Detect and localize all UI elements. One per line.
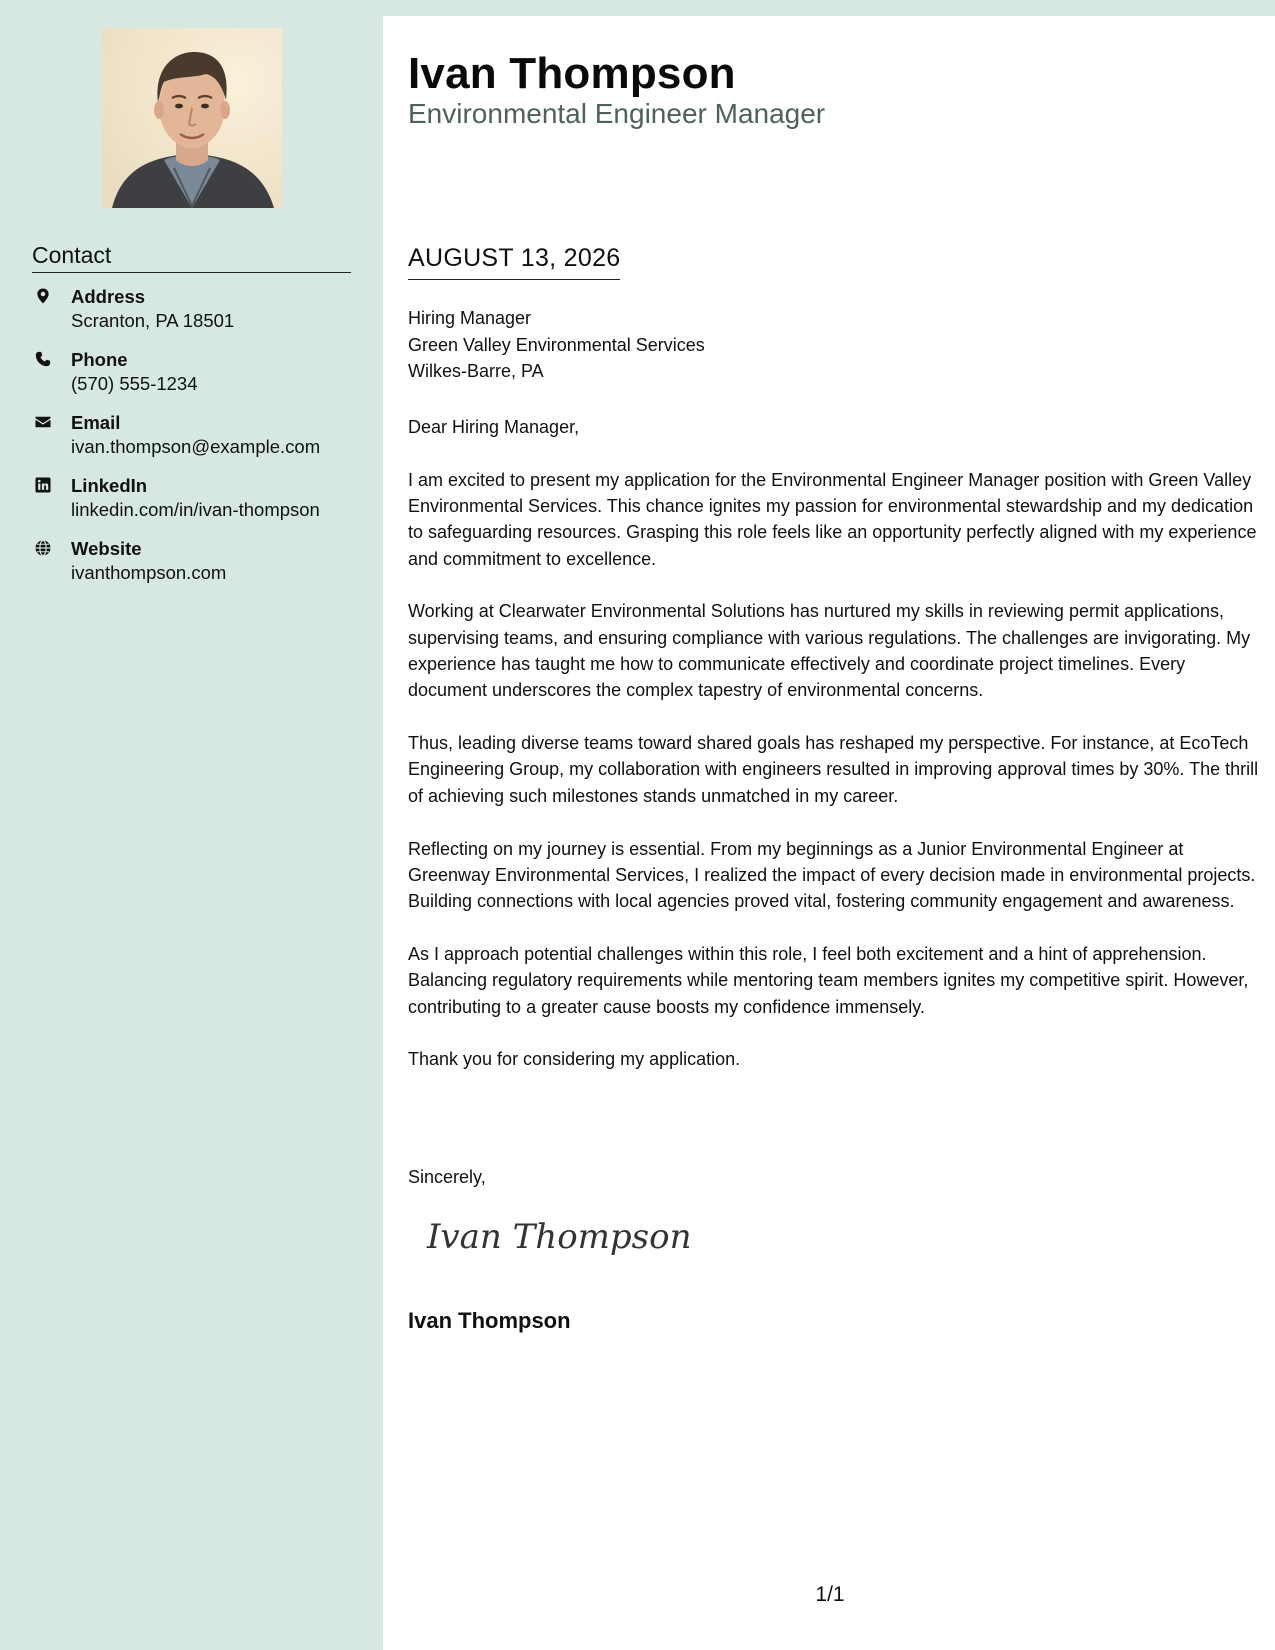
signer-name: Ivan Thompson xyxy=(408,1308,571,1333)
contact-list xyxy=(32,285,362,600)
salutation: Dear Hiring Manager, xyxy=(408,417,580,437)
contact-heading: Contact xyxy=(32,240,351,273)
recipient-line: Hiring Manager xyxy=(408,308,532,328)
letter-content xyxy=(408,414,1263,1099)
envelope-icon xyxy=(34,413,52,431)
contact-label-linkedin: LinkedIn xyxy=(71,475,148,496)
contact-label-phone: Phone xyxy=(71,349,128,370)
linkedin-value[interactable]: linkedin.com/in/ivan-thompson xyxy=(71,499,320,520)
job-title: Environmental Engineer Manager xyxy=(408,98,826,129)
globe-icon xyxy=(34,539,52,557)
letter-paragraph: Thus, leading diverse teams toward shared goals has reshaped my perspective. For instance, at EcoTech Engineering Group, my collaboration with engineers resulted in improving approval times by 30%. The thrill of achieving such milestones stands unmatched in my career. xyxy=(408,733,1259,806)
contact-item-email xyxy=(32,411,362,474)
signature-image xyxy=(423,1206,692,1266)
letter-date: AUGUST 13, 2026 xyxy=(408,242,620,280)
sidebar xyxy=(0,0,383,1650)
contact-item-address xyxy=(32,285,362,348)
phone-icon xyxy=(34,350,52,368)
email-value[interactable]: ivan.thompson@example.com xyxy=(71,436,321,457)
avatar xyxy=(102,28,282,208)
contact-item-website xyxy=(32,537,362,600)
recipient-block xyxy=(408,305,705,385)
map-pin-icon xyxy=(34,287,52,305)
phone-value: (570) 555-1234 xyxy=(71,373,198,394)
recipient-line: Wilkes-Barre, PA xyxy=(408,361,544,381)
letter-paragraph: As I approach potential challenges within this role, I feel both excitement and a hint of apprehension. Balancing regulatory requirements while mentoring team members ignites my competitive spirit. However, contributing to a greater cause boosts my confidence immensely. xyxy=(408,943,1249,1017)
letter-paragraph: Thank you for considering my application. xyxy=(408,1049,741,1070)
website-value[interactable]: ivanthompson.com xyxy=(71,562,227,583)
letter-paragraph: Reflecting on my journey is essential. From my beginnings as a Junior Environmental Engineer at Greenway Environmental Services, I realized the impact of every decision made in environmental projects. Building connections with local agencies proved vital, fostering community engagement and awareness. xyxy=(408,838,1256,912)
contact-item-phone xyxy=(32,348,362,411)
contact-label-email: Email xyxy=(71,412,121,433)
address-value: Scranton, PA 18501 xyxy=(71,310,235,331)
applicant-name: Ivan Thompson xyxy=(408,49,736,98)
letter-paragraph: Working at Clearwater Environmental Solutions has nurtured my skills in reviewing permit applications, supervising teams, and ensuring compliance with various regulations. The challenges are invigorating. My experience has taught me how to communicate effectively and coordinate project timelines. Every document underscores the complex tapestry of environmental concerns. xyxy=(408,601,1251,701)
contact-label-address: Address xyxy=(71,286,146,307)
letter-body xyxy=(383,16,1275,1650)
page-number: 1/1 xyxy=(815,1583,845,1606)
signature-text: Ivan Thompson xyxy=(427,1217,692,1257)
profile-photo xyxy=(102,28,282,208)
letter-paragraph: I am excited to present my application for the Environmental Engineer Manager position with Green Valley Environmental Services. This chance ignites my passion for environmental stewardship and my dedication to safeguarding resources. Grasping this role feels like an opportunity perfectly aligned with my experience and commitment to excellence. xyxy=(408,469,1257,569)
closing: Sincerely, xyxy=(408,1167,486,1187)
linkedin-icon xyxy=(34,476,52,494)
contact-label-website: Website xyxy=(71,538,142,559)
recipient-line: Green Valley Environmental Services xyxy=(408,334,705,355)
contact-item-linkedin xyxy=(32,474,362,537)
